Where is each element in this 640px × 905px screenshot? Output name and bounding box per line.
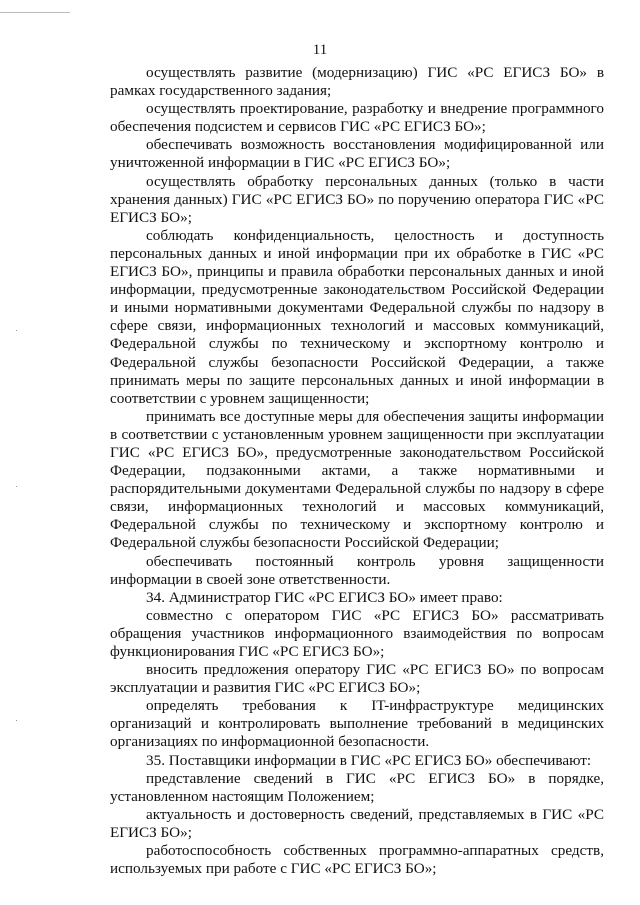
scan-speck: [16, 486, 17, 487]
paragraph: осуществлять развитие (модернизацию) ГИС «РС ЕГИСЗ БО» в рамках государственного задания;: [110, 64, 604, 100]
paragraph: работоспособность собственных программно-аппаратных средств, используемых при работе с ГИС «РС ЕГИСЗ БО»;: [110, 842, 604, 878]
scan-edge-mark: [0, 12, 70, 13]
paragraph: осуществлять проектирование, разработку и внедрение программного обеспечения подсистем и сервисов ГИС «РС ЕГИСЗ БО»;: [110, 100, 604, 136]
document-body: [110, 64, 604, 878]
paragraph: представление сведений в ГИС «РС ЕГИСЗ БО» в порядке, установленном настоящим Положением;: [110, 769, 604, 805]
scan-speck: [16, 720, 17, 721]
paragraph: обеспечивать постоянный контроль уровня защищенности информации в своей зоне ответственности.: [110, 552, 604, 588]
section-heading-35: 35. Поставщики информации в ГИС «РС ЕГИСЗ БО» обеспечивают:: [146, 751, 592, 769]
paragraph: вносить предложения оператору ГИС «РС ЕГИСЗ БО» по вопросам эксплуатации и развития ГИС «РС ЕГИСЗ БО»;: [110, 661, 604, 697]
paragraph: совместно с оператором ГИС «РС ЕГИСЗ БО» рассматривать обращения участников информационного взаимодействия по вопросам функционирования ГИС «РС ЕГИСЗ БО»;: [110, 606, 604, 660]
paragraph: обеспечивать возможность восстановления модифицированной или уничтоженной информации в ГИС «РС ЕГИСЗ БО»;: [110, 136, 604, 172]
page-number: 11: [312, 42, 328, 58]
paragraph: осуществлять обработку персональных данных (только в части хранения данных) ГИС «РС ЕГИСЗ БО» по поручению оператора ГИС «РС ЕГИСЗ БО»;: [110, 172, 604, 226]
paragraph: соблюдать конфиденциальность, целостность и доступность персональных данных и иной информации при их обработке в ГИС «РС ЕГИСЗ БО», принципы и правила обработки персональных данных и иной информации, предусмотренные законодательством Российской Федерации и иными нормативными документами Федеральной службы по надзору в сфере связи, информационных технологий и массовых коммуникаций, Федеральной службы по техническому и экспортному контролю и Федеральной службы безопасности Российской Федерации, а также принимать меры по защите персональных данных и иной информации в соответствии с уровнем защищенности;: [110, 226, 604, 407]
paragraph: принимать все доступные меры для обеспечения защиты информации в соответствии с установленным уровнем защищенности при эксплуатации ГИС «РС ЕГИСЗ БО», предусмотренные законодательством Российской Федерации, подзаконными актами, а также нормативными и распорядительными документами Федеральной службы по надзору в сфере связи, информационных технологий и массовых коммуникаций, Федеральной службы по техническому и экспортному контролю и Федеральной службы безопасности Российской Федерации;: [110, 407, 604, 552]
section-heading-34: 34. Администратор ГИС «РС ЕГИСЗ БО» имеет право:: [146, 588, 503, 606]
scan-speck: [16, 330, 17, 331]
paragraph: определять требования к IT-инфраструктуре медицинских организаций и контролировать выполнение требований в медицинских организациях по информационной безопасности.: [110, 697, 604, 751]
paragraph: актуальность и достоверность сведений, представляемых в ГИС «РС ЕГИСЗ БО»;: [110, 805, 604, 841]
